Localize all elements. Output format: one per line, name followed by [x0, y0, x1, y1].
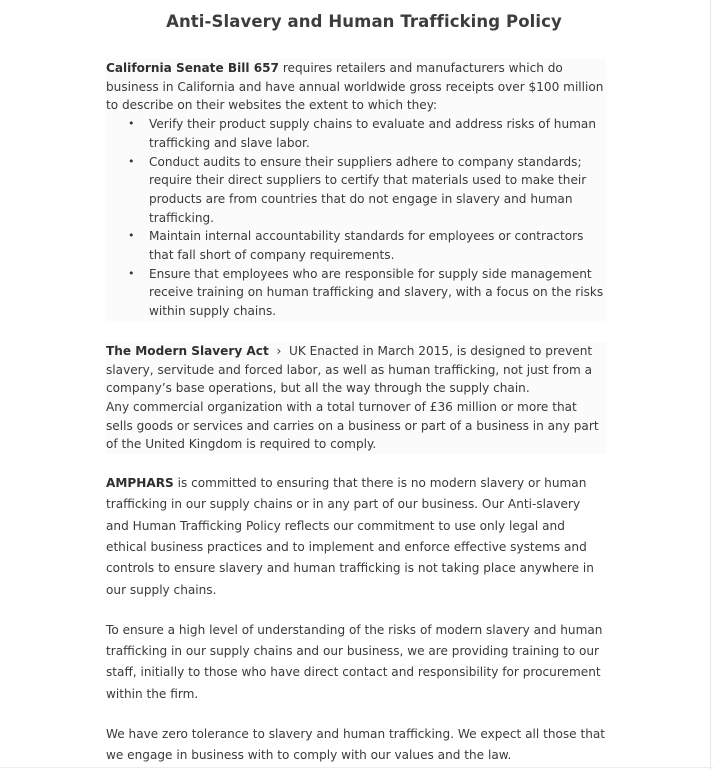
modern-slavery-compliance: Any commercial organization with a total turnover of £36 million or more that sells goods or services and carries on a business or part of a business in any part of the United Kingdom is required to comply.: [106, 399, 599, 452]
bullet-icon: •: [128, 229, 135, 243]
list-item: [128, 153, 606, 228]
section-spacer: [106, 321, 606, 342]
bullet-icon: •: [128, 117, 135, 131]
page-title: Anti-Slavery and Human Trafficking Policy: [166, 12, 562, 31]
list-item: [128, 265, 606, 321]
training-paragraph: To ensure a high level of understanding of the risks of modern slavery and human trafficking in our supply chains and our business, we are providing training to our staff, initially to those who have direct contact and responsibility for procurement within the firm.: [106, 622, 603, 701]
modern-slavery-section: [106, 342, 606, 454]
california-heading: California Senate Bill 657: [106, 61, 279, 75]
california-intro-text: requires retailers and manufacturers which do business in California and have annual worldwide gross receipts over $100 million to describe on their websites the extent to which they:: [106, 61, 604, 113]
list-item: [128, 227, 606, 264]
section-spacer: [106, 705, 606, 724]
amphars-name: AMPHARS: [106, 476, 174, 491]
list-item: [128, 115, 606, 152]
policy-content: [106, 59, 606, 767]
bullet-icon: •: [128, 154, 135, 168]
amphars-paragraph: [106, 473, 606, 601]
page-bottom-border: [0, 767, 713, 768]
separator-icon: ›: [276, 343, 282, 358]
california-section: [106, 59, 606, 321]
modern-slavery-paragraph: [106, 342, 606, 398]
amphars-text: is committed to ensuring that there is no modern slavery or human trafficking in our supply chains or in any part of our business. Our Anti-slavery and Human Trafficking Policy reflects our commitment to use only legal and ethical business practices and to implement and enforce effective systems and controls to ensure slavery and human trafficking is not taking place anywhere in our supply chains.: [106, 476, 594, 597]
modern-slavery-text: UK Enacted in March 2015, is designed to prevent slavery, servitude and forced labor, as well as human trafficking, not just from a company’s base operations, but all the way through the supply chain.: [106, 343, 593, 396]
california-intro: [106, 59, 606, 115]
requirements-list: [106, 115, 606, 321]
zero-tolerance-paragraph: We have zero tolerance to slavery and human trafficking. We expect all those that we engage in business with to comply with our values and the law.: [106, 727, 606, 763]
modern-slavery-heading: The Modern Slavery Act: [106, 343, 269, 358]
list-item-text: Conduct audits to ensure their suppliers adhere to company standards; require their direct suppliers to certify that materials used to make their products are from countries that do not engage in slavery and human trafficking.: [149, 154, 587, 225]
section-spacer: [106, 601, 606, 620]
list-item-text: Maintain internal accountability standards for employees or contractors that fall short of company requirements.: [149, 229, 584, 263]
section-spacer: [106, 454, 606, 473]
bullet-icon: •: [128, 266, 135, 280]
list-item-text: Ensure that employees who are responsible for supply side management receive training on human trafficking and slavery, with a focus on the risks within supply chains.: [149, 266, 604, 319]
page-right-border: [710, 0, 711, 770]
list-item-text: Verify their product supply chains to evaluate and address risks of human trafficking and slave labor.: [149, 117, 596, 150]
